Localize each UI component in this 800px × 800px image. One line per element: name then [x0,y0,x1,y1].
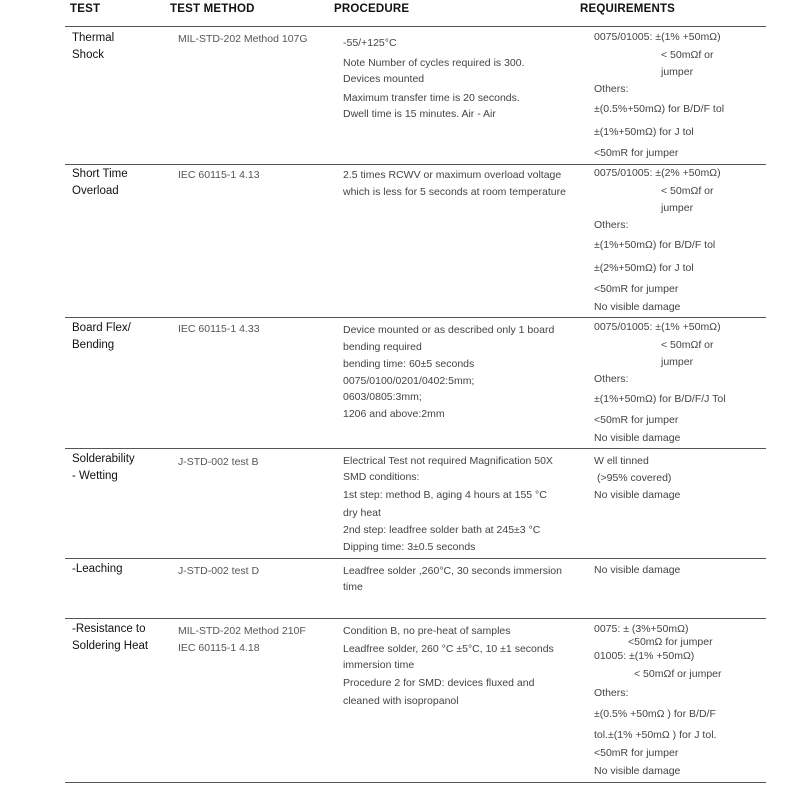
procedure-line: 2nd step: leadfree solder bath at 245±3 °C [343,524,541,536]
requirement-line: jumper [661,66,694,78]
procedure-line: cleaned with isopropanol [343,695,459,707]
row-divider [65,317,766,318]
requirement-line: 0075/01005: ±(1% +50mΩ) [594,321,721,333]
test-name: Board Flex/ Bending [72,322,131,351]
requirement-line: W ell tinned [594,455,649,467]
requirement-line: 01005: ±(1% +50mΩ) [594,650,695,662]
requirement-line: <50mΩ for jumper [628,636,713,648]
procedure-line: Dwell time is 15 minutes. Air - Air [343,108,496,120]
requirement-line: 0075/01005: ±(1% +50mΩ) [594,31,721,43]
procedure-line: Condition B, no pre-heat of samples [343,625,511,637]
requirement-line: ±(1%+50mΩ) for J tol [594,126,694,138]
requirement-line: Others: [594,83,629,95]
requirement-line: Others: [594,687,629,699]
test-name: Thermal Shock [72,32,115,61]
requirement-line: No visible damage [594,432,681,444]
requirement-line: jumper [661,356,694,368]
procedure-line: Leadfree solder, 260 °C ±5°C, 10 ±1 seconds [343,643,554,655]
procedure-line: bending required [343,341,422,353]
test-method: MIL-STD-202 Method 107G [178,33,308,45]
test-name: Solderability - Wetting [72,453,135,482]
requirement-line: < 50mΩf or jumper [634,668,722,680]
table-bottom-border [65,782,766,783]
row-divider [65,448,766,449]
header-test-method: TEST METHOD [170,3,255,15]
requirement-line: jumper [661,202,694,214]
procedure-line: Leadfree solder ,260°C, 30 seconds immersion [343,565,562,577]
procedure-line: 0603/0805:3mm; [343,391,422,403]
requirement-line: < 50mΩf or [661,49,714,61]
requirement-line: <50mR for jumper [594,147,679,159]
procedure-line: 2.5 times RCWV or maximum overload voltage [343,169,562,181]
requirement-line: ±(0.5% +50mΩ ) for B/D/F [594,708,716,720]
requirement-line: 0075/01005: ±(2% +50mΩ) [594,167,721,179]
procedure-line: Maximum transfer time is 20 seconds. [343,92,520,104]
requirement-line: 0075: ± (3%+50mΩ) [594,623,689,635]
procedure-line: -55/+125°C [343,37,397,49]
procedure-line: Dipping time: 3±0.5 seconds [343,541,476,553]
row-divider [65,164,766,165]
procedure-line: which is less for 5 seconds at room temperature [343,186,566,198]
requirement-line: ±(1%+50mΩ) for B/D/F/J Tol [594,393,726,405]
test-method: IEC 60115-1 4.33 [178,323,260,335]
test-method: IEC 60115-1 4.13 [178,169,260,181]
test-method: J-STD-002 test B [178,456,259,468]
requirement-line: <50mR for jumper [594,283,679,295]
test-method: MIL-STD-202 Method 210F IEC 60115-1 4.18 [178,625,306,654]
header-procedure: PROCEDURE [334,3,410,15]
procedure-line: SMD conditions: [343,471,420,483]
requirement-line: Others: [594,373,629,385]
procedure-line: immersion time [343,659,415,671]
requirement-line: (>95% covered) [597,472,672,484]
row-divider [65,558,766,559]
requirement-line: No visible damage [594,301,681,313]
test-method: J-STD-002 test D [178,565,260,577]
procedure-line: bending time: 60±5 seconds [343,358,475,370]
procedure-line: 1st step: method B, aging 4 hours at 155 °C [343,489,547,501]
requirement-line: < 50mΩf or [661,185,714,197]
requirement-line: ±(0.5%+50mΩ) for B/D/F tol [594,103,725,115]
test-name: Short Time Overload [72,168,128,197]
test-name: -Resistance to Soldering Heat [72,623,149,652]
procedure-line: 1206 and above:2mm [343,408,445,420]
procedure-line: Devices mounted [343,73,425,85]
requirement-line: <50mR for jumper [594,747,679,759]
procedure-line: Electrical Test not required Magnification 50X [343,455,553,467]
requirement-line: Others: [594,219,629,231]
requirement-line: < 50mΩf or [661,339,714,351]
header-requirements: REQUIREMENTS [580,3,676,15]
procedure-line: Procedure 2 for SMD: devices fluxed and [343,677,535,689]
procedure-line: dry heat [343,507,381,519]
requirement-line: ±(1%+50mΩ) for B/D/F tol [594,239,716,251]
requirement-line: No visible damage [594,765,681,777]
procedure-line: Device mounted or as described only 1 board [343,324,555,336]
procedure-line: Note Number of cycles required is 300. [343,57,525,69]
requirement-line: No visible damage [594,489,681,501]
procedure-line: 0075/0100/0201/0402:5mm; [343,375,475,387]
requirement-line: No visible damage [594,564,681,576]
requirement-line: ±(2%+50mΩ) for J tol [594,262,694,274]
requirement-line: tol.±(1% +50mΩ ) for J tol. [594,729,717,741]
header-test: TEST [70,3,101,15]
row-divider [65,618,766,619]
requirement-line: <50mR for jumper [594,414,679,426]
procedure-line: time [343,581,363,593]
test-name: -Leaching [72,563,123,575]
header-divider [65,26,766,27]
